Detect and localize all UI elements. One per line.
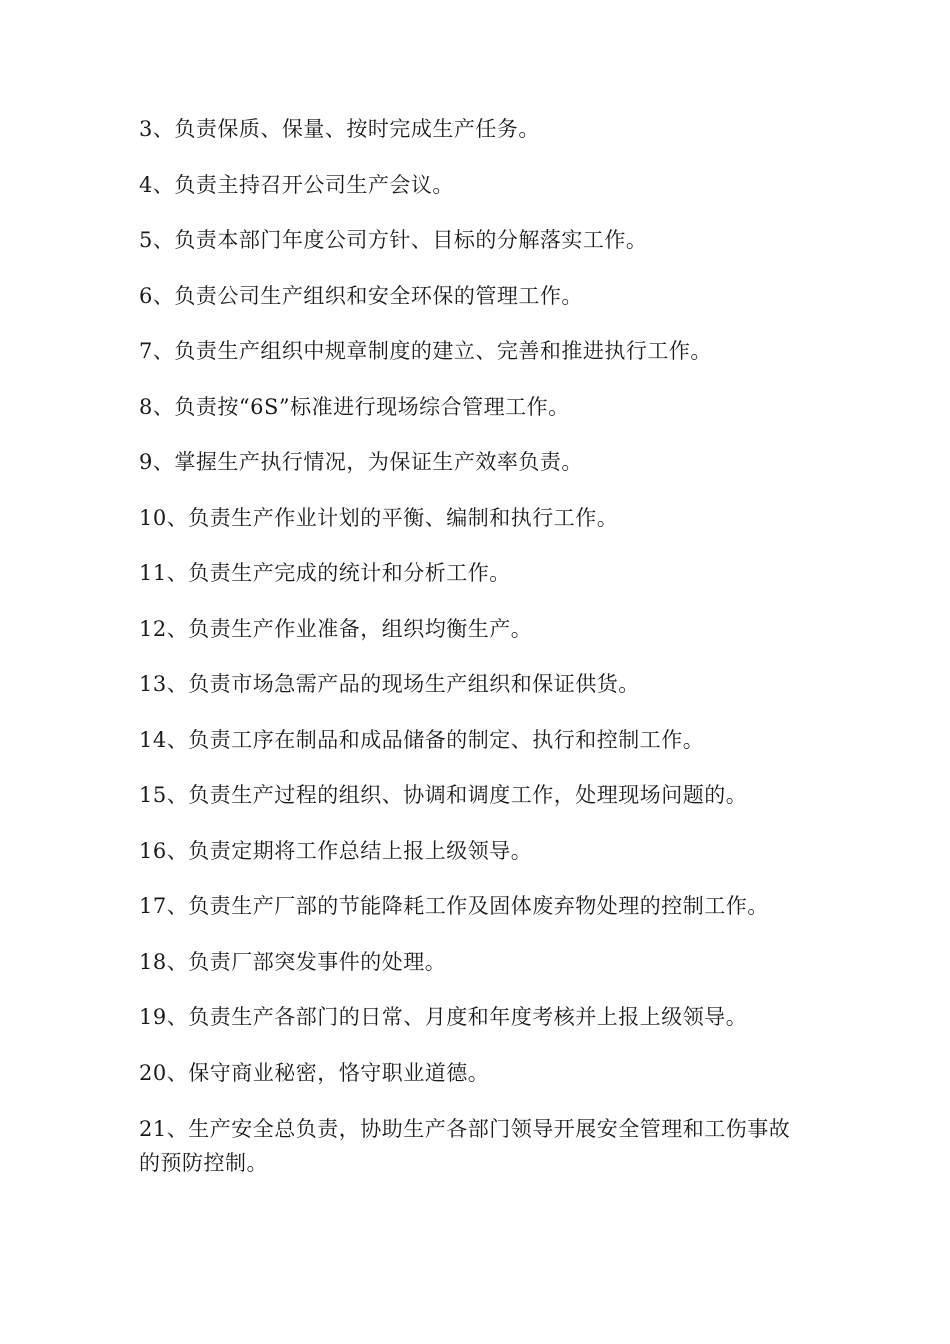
list-item: 21、生产安全总负责，协助生产各部门领导开展安全管理和工伤事故的预防控制。 xyxy=(139,1117,791,1175)
list-item: 16、负责定期将工作总结上报上级领导。 xyxy=(139,838,533,863)
list-item: 20、保守商业秘密，恪守职业道德。 xyxy=(139,1060,490,1085)
list-item: 11、负责生产完成的统计和分析工作。 xyxy=(139,561,511,585)
list-item: 18、负责厂部突发事件的处理。 xyxy=(139,949,447,974)
list-item: 15、负责生产过程的组织、协调和调度工作，处理现场问题的。 xyxy=(139,783,748,807)
list-item: 19、负责生产各部门的日常、月度和年度考核并上报上级领导。 xyxy=(139,1005,748,1029)
list-item: 13、负责市场急需产品的现场生产组织和保证供货。 xyxy=(139,672,640,696)
list-item: 8、负责按“6S”标准进行现场综合管理工作。 xyxy=(139,394,570,419)
list-item: 12、负责生产作业准备，组织均衡生产。 xyxy=(139,616,533,641)
list-item: 17、负责生产厂部的节能降耗工作及固体废弃物处理的控制工作。 xyxy=(139,894,769,918)
list-item: 3、负责保质、保量、按时完成生产任务。 xyxy=(139,117,540,141)
list-item: 7、负责生产组织中规章制度的建立、完善和推进执行工作。 xyxy=(139,339,712,363)
list-item: 10、负责生产作业计划的平衡、编制和执行工作。 xyxy=(139,505,619,530)
list-item: 6、负责公司生产组织和安全环保的管理工作。 xyxy=(139,283,583,308)
list-item: 4、负责主持召开公司生产会议。 xyxy=(139,172,454,197)
list-item: 14、负责工序在制品和成品储备的制定、执行和控制工作。 xyxy=(139,727,705,752)
list-item: 9、掌握生产执行情况，为保证生产效率负责。 xyxy=(139,450,583,474)
duty-list xyxy=(139,113,799,1180)
list-item: 5、负责本部门年度公司方针、目标的分解落实工作。 xyxy=(139,228,648,252)
